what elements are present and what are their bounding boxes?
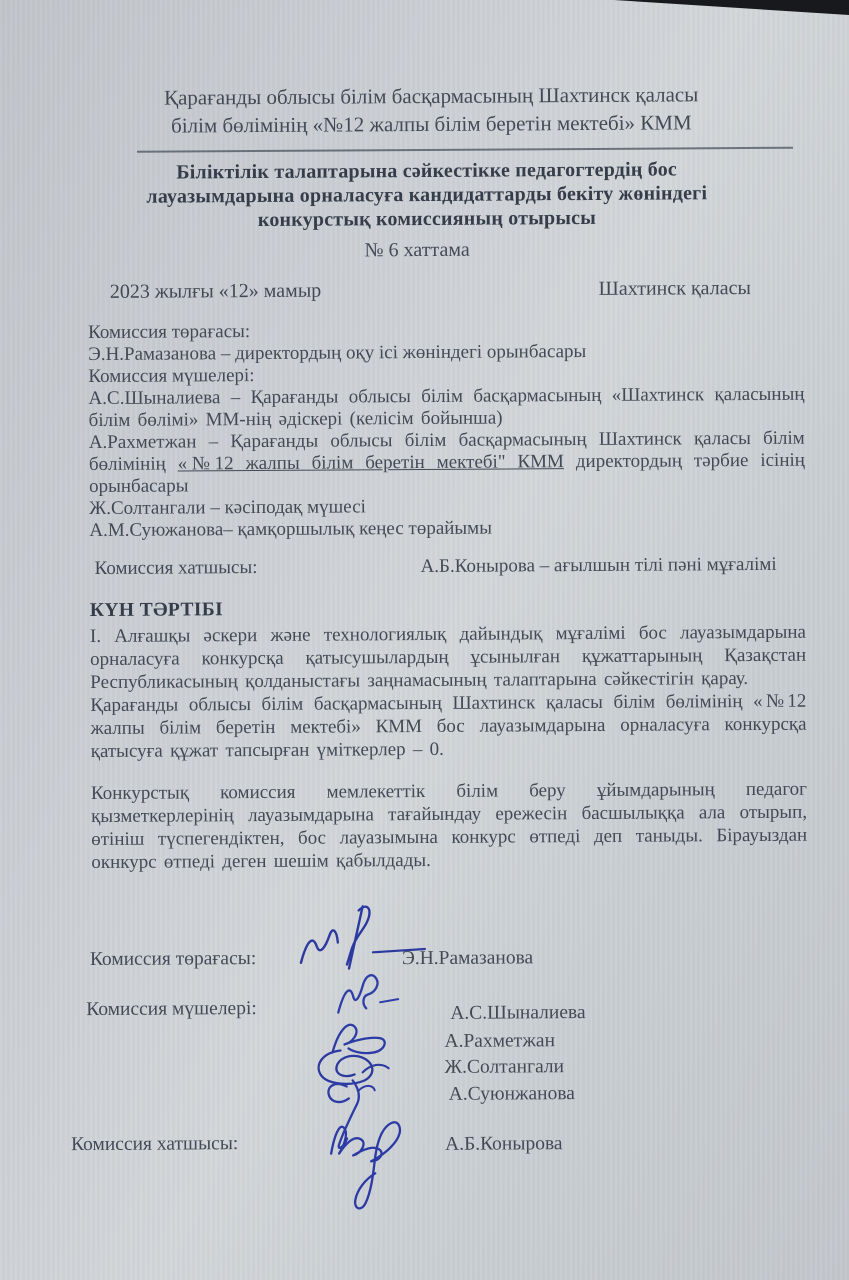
member-2-text: А.Рахметжан – Қарағанды облысы білім басқармасының Шахтинск қаласы білім бөлімінің xyxy=(88,427,805,476)
agenda-section xyxy=(90,595,807,763)
title-line-2: лауазымдарына орналасуға кандидаттарды бекіту жөніндегі xyxy=(146,182,708,208)
title-line-1: Біліктілік талаптарына сәйкестікке педагогтердің бос xyxy=(176,158,678,184)
commission-member-4: А.М.Суюжанова– қамқоршылық кеңес төрайымы xyxy=(89,517,493,542)
decision-text: Конкурстық комиссия мемлекеттік білім беру ұйымдарының педагог қызметкерлерінің лауазымдарына тағайындау ережесін басшылыққа ала отырып, өтініш түспегендіктен, бос лауазымына конкурс өтпеді деп таныды. Бірауыздан окнкурс өтпеді деген шешім қабылдады. xyxy=(90,778,808,874)
commission-members-label: Комиссия мүшелері: xyxy=(88,365,255,388)
commission-chair: Э.Н.Рамазанова – директордың оқу ісі жөніндегі орынбасары xyxy=(88,341,587,366)
document-date: 2023 жылғы «12» мамыр xyxy=(109,279,322,303)
signature-secretary-ink xyxy=(321,1095,427,1216)
title-line-3: конкурстық комиссияның отырысы xyxy=(257,206,597,232)
signature-secretary-name: А.Б.Конырова xyxy=(445,1133,563,1155)
header-org-line-2: білім бөлімінің «№12 жалпы білім беретін мектебі» КММ xyxy=(171,110,692,138)
commission-list xyxy=(88,318,805,542)
signature-member-1-name: А.С.Шыналиева xyxy=(450,1002,586,1024)
date-city-row xyxy=(110,277,751,304)
signature-member-2-name: А.Рахметжан xyxy=(444,1030,556,1052)
commission-chair-label: Комиссия төрағасы: xyxy=(88,321,251,344)
signature-member-4-name: А.Суюнжанова xyxy=(448,1083,575,1105)
secretary-row xyxy=(94,554,808,580)
document-header xyxy=(27,79,836,140)
secretary-label: Комиссия хатшысы: xyxy=(94,557,258,580)
commission-member-3: Ж.Солтангали – кәсіподақ мүшесі xyxy=(89,496,366,520)
protocol-number: № 6 хаттама xyxy=(364,238,470,262)
signature-chair-name: Э.Н.Рамазанова xyxy=(401,947,534,970)
signature-members-label: Комиссия мүшелері: xyxy=(86,998,257,1021)
header-divider-line xyxy=(137,147,793,153)
secretary-value: А.Б.Конырова – ағылшын тілі пәні мұғалімі xyxy=(420,553,777,578)
agenda-item-1: І. Алғашқы әскери және технологиялық дайындық мұғалімі бос лауазымдарына орналасуға конкурсқа қатысушылардың ұсынылған құжаттарының Қазақстан Республикасының қолданыстағы заңнамасының талаптарына сәйкестігін қарау. xyxy=(89,621,807,694)
member-2-text-tail: директордың тәрбие ісінің орынбасары xyxy=(88,449,805,498)
commission-member-2 xyxy=(89,428,805,498)
header-org-line-1: Қарағанды облысы білім басқармасының Шахтинск қаласы xyxy=(163,82,699,110)
decision-paragraph xyxy=(91,778,808,874)
member-2-underlined-text: «№12 жалпы білім беретін мектебі" КММ xyxy=(177,451,564,475)
agenda-heading: КҮН ТӘРТІБІ xyxy=(89,599,224,622)
signature-member-3-name: Ж.Солтангали xyxy=(444,1056,565,1078)
signature-chair-label: Комиссия төрағасы: xyxy=(89,948,257,971)
document-title xyxy=(22,157,831,234)
document-city: Шахтинск қаласы xyxy=(598,277,751,300)
commission-member-1: А.С.Шыналиева – Қарағанды облысы білім басқармасының «Шахтинск қаласының білім бөлімі» ММ-нің әдіскері (келісім бойынша) xyxy=(88,383,805,432)
signature-secretary-label: Комиссия хатшысы: xyxy=(71,1133,239,1156)
agenda-item-2: Қарағанды облысы білім басқармасының Шахтинск қаласы білім бөлімінің «№12 жалпы білім беретін мектебі» КММ бос лауазымдарына орналасуға конкурсқа қатысуға құжат тапсырған үміткерлер – 0. xyxy=(90,690,807,763)
